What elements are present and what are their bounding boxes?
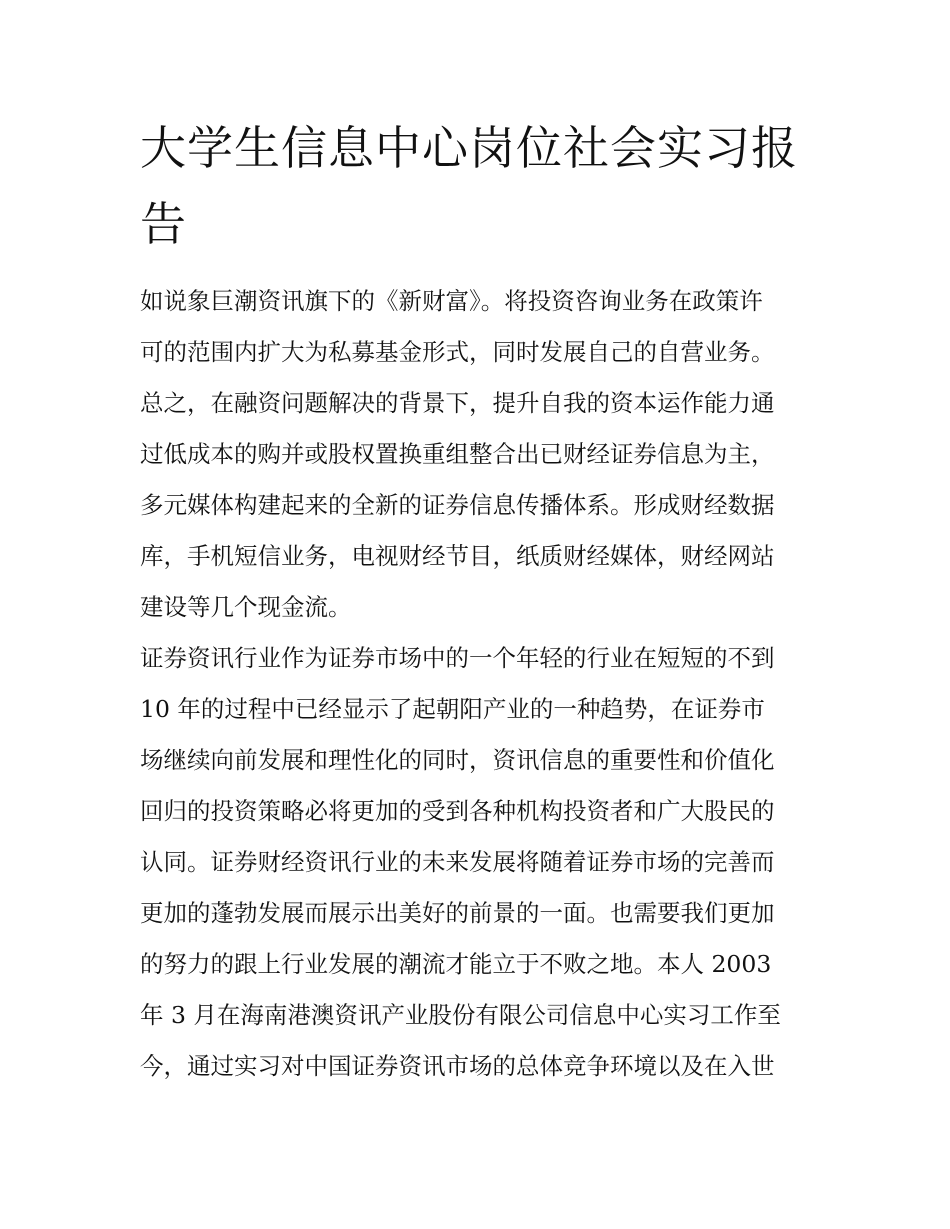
body-line: 回归的投资策略必将更加的受到各种机构投资者和广大股民的 [140, 797, 775, 825]
body-line: 10 年的过程中已经显示了起朝阳产业的一种趋势，在证券市 [140, 695, 765, 723]
body-line: 如说象巨潮资讯旗下的《新财富》。将投资咨询业务在政策许 [140, 287, 763, 315]
document-body [140, 276, 812, 1092]
body-line: 年 3 月在海南港澳资讯产业股份有限公司信息中心实习工作至 [140, 1001, 781, 1029]
document-title: 大学生信息中心岗位社会实习报告 [140, 121, 798, 251]
document-page [140, 110, 812, 1092]
body-line: 可的范围内扩大为私募基金形式，同时发展自己的自营业务。 [140, 338, 775, 366]
body-line: 更加的蓬勃发展而展示出美好的前景的一面。也需要我们更加 [140, 899, 775, 927]
body-line: 过低成本的购并或股权置换重组整合出已财经证券信息为主， [140, 440, 775, 468]
body-line: 证券资讯行业作为证券市场中的一个年轻的行业在短短的不到 [140, 644, 775, 672]
body-line: 认同。证券财经资讯行业的未来发展将随着证券市场的完善而 [140, 848, 775, 876]
body-line: 场继续向前发展和理性化的同时，资讯信息的重要性和价值化 [140, 746, 775, 774]
body-line: 总之，在融资问题解决的背景下，提升自我的资本运作能力通 [140, 389, 775, 417]
body-line: 的努力的跟上行业发展的潮流才能立于不败之地。本人 2003 [140, 950, 772, 978]
body-line: 建设等几个现金流。 [140, 593, 352, 621]
body-line: 今，通过实习对中国证券资讯市场的总体竞争环境以及在入世 [140, 1052, 775, 1080]
body-line: 库，手机短信业务，电视财经节目，纸质财经媒体，财经网站 [140, 542, 775, 570]
body-line: 多元媒体构建起来的全新的证券信息传播体系。形成财经数据 [140, 491, 775, 519]
